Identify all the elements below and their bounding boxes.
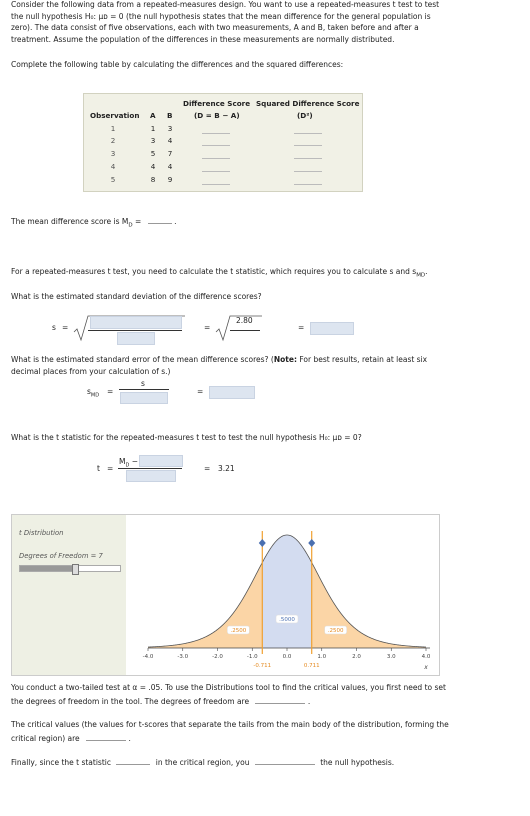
se-question-note: Note: [273, 355, 297, 364]
t-numer-m: M [119, 457, 126, 466]
t-numer-sub: D [125, 462, 130, 469]
critical-end: . [128, 733, 131, 743]
right-area-label: .2500 [327, 628, 344, 634]
mean-diff-sub: D [128, 222, 133, 229]
intro-line-3: zero). The data consist of five observations, each with two measurements, A and B, taken before and after a [11, 23, 419, 32]
se-answer-input[interactable] [209, 386, 255, 399]
se-eq-2: = [197, 387, 204, 396]
data-table [83, 93, 363, 192]
x-tick-label: 1.0 [317, 654, 327, 660]
sq-input-2[interactable] [294, 145, 322, 146]
sd-eq-3: = [298, 323, 305, 332]
t-numerator-label [119, 457, 138, 469]
t-denominator-input[interactable] [126, 470, 176, 482]
sd-question: What is the estimated standard deviation of the difference scores? [11, 292, 262, 301]
diff-input-5[interactable] [202, 184, 230, 185]
diff-header-formula: (D = B − A) [194, 111, 240, 120]
sq-header-title: Squared Difference Score [256, 99, 360, 108]
right-cutoff-handle-icon [308, 539, 315, 547]
x-tick-label: 0.0 [282, 654, 292, 660]
conduct-line-2-text: the degrees of freedom in the tool. The degrees of freedom are [11, 696, 250, 706]
final-2: in the critical region, you [155, 758, 250, 767]
a-cell: 4 [150, 162, 156, 171]
obs-cell: 2 [110, 136, 116, 145]
distribution-title: t Distribution [19, 529, 64, 537]
se-sub: MD [90, 392, 100, 399]
center-area [262, 535, 311, 648]
sd-eq-2: = [204, 323, 211, 332]
obs-cell: 5 [110, 175, 116, 184]
repeated-text: For a repeated-measures t test, you need to calculate the t statistic, which requires you to calculate s and $s_{MD}$. [11, 267, 428, 279]
x-tick-label: 4.0 [421, 654, 431, 660]
diff-input-3[interactable] [202, 158, 230, 159]
sd-denominator-input[interactable] [117, 332, 155, 345]
sd-value: 2.80 [236, 316, 253, 325]
intro-text [11, 0, 521, 45]
se-symbol [87, 387, 99, 399]
sq-input-4[interactable] [294, 171, 322, 172]
mean-diff-label: The mean difference score is M [11, 217, 129, 226]
sd-fraction-bar-2 [230, 330, 260, 331]
hypothesis-decision-select[interactable] [255, 755, 315, 765]
x-tick-label: 2.0 [352, 654, 361, 660]
sq-input-5[interactable] [294, 184, 322, 185]
repeated-text-sub: MD [416, 272, 426, 279]
x-tick-label: -2.0 [212, 654, 223, 660]
t-symbol: t [97, 464, 100, 473]
se-fraction-bar [119, 389, 169, 390]
conduct-end: . [307, 696, 311, 706]
mean-diff-input[interactable] [148, 214, 172, 224]
intro-line-4: treatment. Assume the population of the differences in these measurements are normally distributed. [11, 34, 395, 44]
sq-header-formula: (D²) [297, 111, 313, 120]
sd-fraction-bar [88, 330, 182, 331]
sq-input-3[interactable] [294, 158, 322, 159]
t-region-select[interactable] [116, 755, 150, 765]
x-tick-label: -4.0 [142, 654, 154, 660]
conduct-line-2 [11, 694, 526, 708]
obs-cell: 4 [110, 162, 116, 171]
left-area-label: .2500 [230, 628, 247, 634]
distribution-plot [126, 515, 439, 675]
mean-diff-question [11, 214, 177, 232]
final-3: the null hypothesis. [320, 758, 395, 767]
critical-values-select[interactable] [86, 731, 126, 741]
t-fraction-bar [118, 468, 182, 469]
df-slider-fill [20, 566, 75, 571]
b-cell: 3 [167, 124, 173, 133]
se-question-1: What is the estimated standard error of the mean difference scores? ( [11, 355, 274, 364]
distribution-controls [12, 515, 126, 675]
right-cutoff-value: 0.711 [303, 663, 320, 669]
b-header: B [167, 111, 173, 120]
t-numer-minus: − [129, 457, 139, 466]
b-cell: 4 [167, 162, 173, 171]
df-label: Degrees of Freedom = 7 [19, 552, 103, 560]
sd-numerator-input[interactable] [90, 316, 182, 329]
df-slider-thumb[interactable] [72, 564, 79, 575]
se-numerator: s [141, 379, 145, 388]
observation-header: Observation [90, 111, 140, 120]
a-header: A [150, 111, 156, 120]
x-tick-label: -3.0 [177, 654, 189, 660]
conduct-line-1: You conduct a two-tailed test at α = .05. To use the Distributions tool to find the critical values, you first need to set [11, 683, 446, 692]
a-cell: 5 [150, 149, 156, 158]
t-eq-1: = [107, 464, 114, 473]
df-answer-select[interactable] [255, 694, 305, 704]
intro-line-2: the null hypothesis H₀: μᴅ = 0 (the null hypothesis states that the mean difference for the general population is [11, 11, 431, 21]
sq-input-1[interactable] [294, 133, 322, 134]
sd-s-symbol: s [52, 323, 56, 332]
repeated-text-main: For a repeated-measures t test, you need to calculate the t statistic, which requires you to calculate s and s [11, 267, 417, 276]
critical-line-1: The critical values (the values for t-scores that separate the tails from the main body of the distribution, forming the [11, 720, 449, 729]
se-eq-1: = [107, 387, 114, 396]
mean-diff-eq: = [132, 217, 142, 226]
t-question: What is the t statistic for the repeated-measures t test to test the null hypothesis H₀: μᴅ = 0? [11, 433, 362, 442]
t-numerator-input[interactable] [139, 455, 183, 467]
sd-eq-1: = [62, 323, 69, 332]
se-question [11, 354, 526, 377]
se-denominator-input[interactable] [120, 392, 168, 404]
left-cutoff-handle-icon [259, 539, 266, 547]
critical-line-2-text: critical region) are [11, 733, 80, 743]
se-s: s [87, 387, 91, 396]
distribution-tool [11, 514, 440, 676]
b-cell: 7 [167, 149, 173, 158]
right-tail-area [312, 563, 426, 648]
diff-input-2[interactable] [202, 145, 230, 146]
b-cell: 9 [167, 175, 173, 184]
x-tick-label: -1.0 [246, 654, 258, 660]
df-slider[interactable] [19, 565, 121, 572]
mean-diff-end: . [174, 217, 177, 226]
obs-cell: 1 [110, 124, 116, 133]
b-cell: 4 [167, 136, 173, 145]
diff-input-1[interactable] [202, 133, 230, 134]
t-value: 3.21 [218, 464, 235, 473]
left-tail-area [148, 563, 262, 648]
table-instruction: Complete the following table by calculating the differences and the squared differences: [11, 60, 344, 69]
se-question-3: decimal places from your calculation of s.) [11, 366, 171, 376]
obs-cell: 3 [110, 149, 116, 158]
critical-line-2 [11, 731, 526, 745]
center-area-label: .5000 [279, 617, 295, 623]
conduct-text [11, 682, 526, 707]
diff-header-title: Difference Score [183, 99, 251, 108]
final-1: Finally, since the t statistic [11, 758, 111, 767]
diff-input-4[interactable] [202, 171, 230, 172]
a-cell: 8 [150, 175, 156, 184]
a-cell: 1 [150, 124, 156, 133]
critical-text [11, 719, 526, 744]
se-question-2: For best results, retain at least six [296, 355, 428, 364]
final-text [11, 755, 526, 769]
a-cell: 3 [150, 136, 156, 145]
left-cutoff-value: -0.711 [253, 663, 272, 669]
t-eq-2: = [204, 464, 211, 473]
sd-answer-input[interactable] [310, 322, 354, 335]
x-tick-label: 3.0 [386, 654, 396, 660]
intro-line-1: Consider the following data from a repeated-measures design. You want to use a repeated-measures t test to test [11, 0, 440, 9]
x-axis-label: x [424, 664, 428, 671]
